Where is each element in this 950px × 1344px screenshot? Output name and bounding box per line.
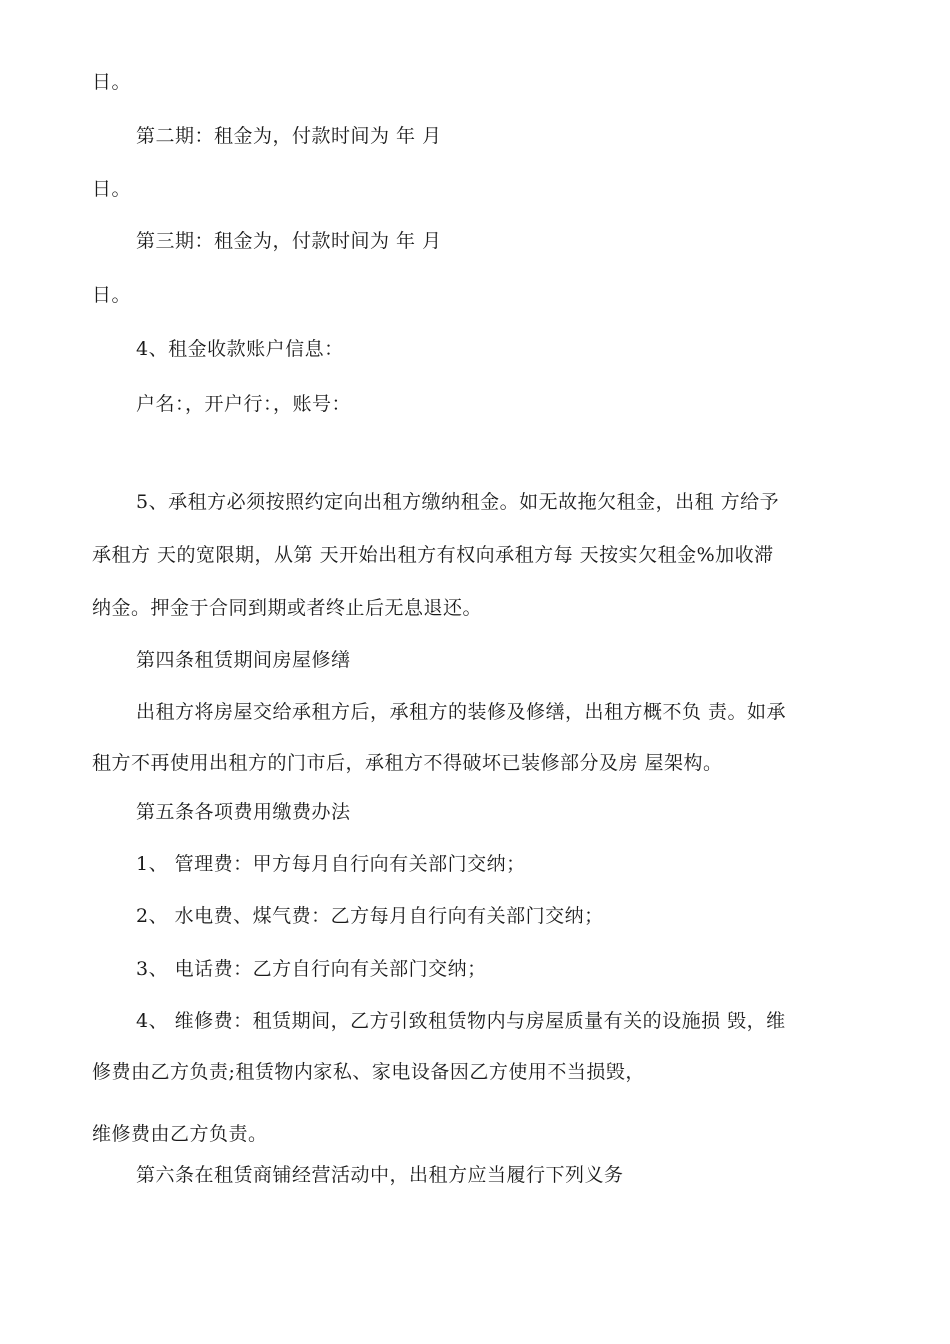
paragraph-line: 户名：，开户行：，账号： [136, 393, 352, 415]
paragraph-line: 日。 [92, 284, 132, 306]
paragraph-line: 日。 [92, 71, 132, 93]
paragraph-line: 日。 [92, 178, 132, 200]
paragraph-line: 纳金。押金于合同到期或者终止后无息退还。 [92, 597, 483, 619]
paragraph-line: 承租方 天的宽限期，从第 天开始出租方有权向承租方每 天按实欠租金%加收滞 [92, 544, 774, 566]
paragraph-line: 维修费由乙方负责。 [92, 1123, 268, 1145]
paragraph-line: 出租方将房屋交给承租方后，承租方的装修及修缮，出租方概不负 责。如承 [136, 701, 787, 723]
paragraph-line: 第三期：租金为，付款时间为 年 月 [136, 230, 442, 252]
list-item: 3、 电话费：乙方自行向有关部门交纳； [136, 958, 487, 980]
paragraph-line: 5、承租方必须按照约定向出租方缴纳租金。如无故拖欠租金，出租 方给予 [136, 491, 780, 513]
section-heading: 第五条各项费用缴费办法 [136, 801, 351, 823]
section-heading: 第六条在租赁商铺经营活动中，出租方应当履行下列义务 [136, 1164, 624, 1186]
list-item: 2、 水电费、煤气费：乙方每月自行向有关部门交纳； [136, 905, 604, 927]
paragraph-line: 租方不再使用出租方的门市后，承租方不得破坏已装修部分及房 屋架构。 [92, 752, 723, 774]
paragraph-line: 4、租金收款账户信息： [136, 338, 344, 360]
section-heading: 第四条租赁期间房屋修缮 [136, 649, 351, 671]
paragraph-line: 修费由乙方负责;租赁物内家私、家电设备因乙方使用不当损毁， [92, 1061, 645, 1083]
paragraph-line: 第二期：租金为，付款时间为 年 月 [136, 125, 442, 147]
list-item: 4、 维修费：租赁期间，乙方引致租赁物内与房屋质量有关的设施损 毁，维 [136, 1010, 786, 1032]
list-item: 1、 管理费：甲方每月自行向有关部门交纳； [136, 853, 526, 875]
